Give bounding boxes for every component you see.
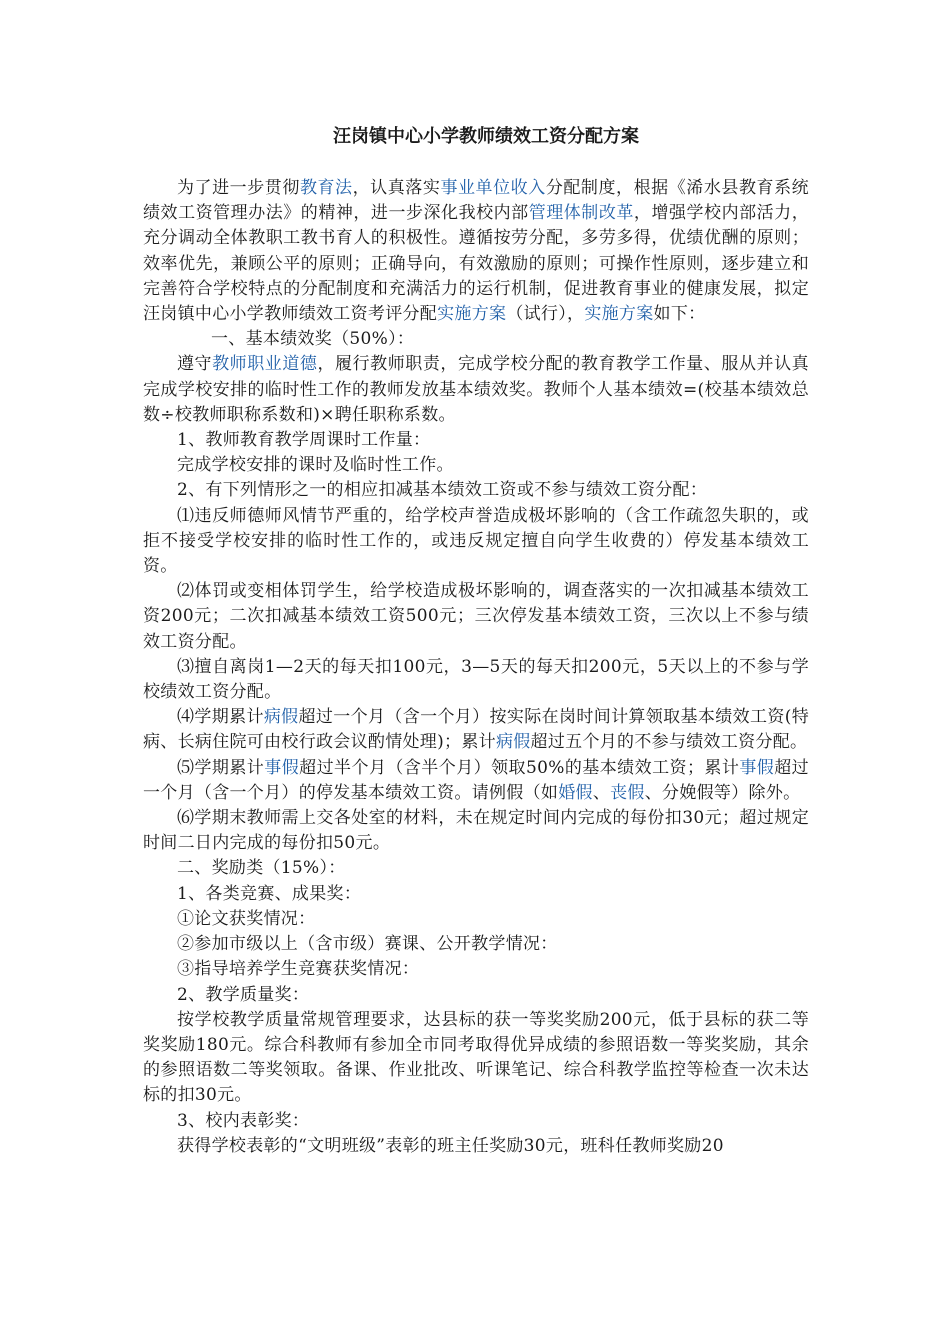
paragraph-text: 遵守 <box>177 354 213 375</box>
document-title: 汪岗镇中心小学教师绩效工资分配方案 <box>333 126 639 147</box>
paragraph-text: ，履行教师职责，完成学校分配的教育教学工作量、服从并认真完成学校安排的临时性工作的教师发放基本绩效奖。教师个人基本绩效=(校基本绩效总数÷校教师职称系数和)×聘任职称系数。 <box>143 354 809 425</box>
inline-link[interactable]: 教育法 <box>299 178 353 198</box>
paragraph-text: ⑷学期累计 <box>177 707 264 728</box>
inline-link[interactable]: 管理体制改革 <box>528 203 634 224</box>
inline-link[interactable]: 病假 <box>263 707 299 728</box>
paragraph-text: ⑹学期末教师需上交各处室的材料，未在规定时间内完成的每份扣30元；超过规定时间二日内完成的每份扣50元。 <box>143 808 809 854</box>
inline-link[interactable]: 病假 <box>495 732 531 753</box>
paragraph-text: 1、各类竞赛、成果奖： <box>177 883 362 904</box>
paragraph-text: 如下： <box>653 304 706 325</box>
paragraph <box>143 1008 809 1109</box>
paragraph-text: ，增强学校内部活力，充分调动全体教职工教书育人的积极性。遵循按劳分配，多劳多得，优绩优酬的原则；效率优先，兼顾公平的原则；正确导向，有效激励的原则；可操作性原则，逐步建立和完善符合学校特点的分配制度和充满活力的运行机制，促进教育事业的健康发展，拟定汪岗镇中心小学教师绩效工资考评分配 <box>143 203 809 325</box>
paragraph-text: 、 <box>592 782 611 803</box>
paragraph <box>143 882 809 907</box>
paragraph <box>143 932 809 957</box>
paragraph-text: ⑸学期累计 <box>177 757 265 778</box>
paragraph-text: ⑵体罚或变相体罚学生，给学校造成极坏影响的，调查落实的一次扣减基本绩效工资200元；二次扣减基本绩效工资500元；三次停发基本绩效工资，三次以上不参与绩效工资分配。 <box>143 581 809 652</box>
paragraph <box>143 327 809 352</box>
paragraph-text: 为了进一步贯彻 <box>177 178 300 198</box>
paragraph-text: ①论文获奖情况： <box>177 908 316 929</box>
paragraph <box>143 756 809 806</box>
paragraph-text: 二、奖励类（15%）： <box>177 858 346 879</box>
inline-link[interactable]: 教师职业道德 <box>212 354 318 375</box>
document-body <box>143 176 809 1159</box>
inline-link[interactable]: 事假 <box>739 757 775 778</box>
paragraph <box>143 352 809 428</box>
paragraph-text: 超过一个月（含一个月）按实际在岗时间计算领取基本绩效工资(特病、长病住院可由校行政会议酌情处理)；累计 <box>143 707 809 753</box>
inline-link[interactable]: 事假 <box>264 757 300 778</box>
paragraph <box>143 856 809 881</box>
paragraph <box>143 579 809 655</box>
paragraph-text: 、分娩假等）除外。 <box>644 782 801 803</box>
inline-link[interactable]: 丧假 <box>610 782 645 803</box>
paragraph-text: 超过半个月（含半个月）领取50%的基本绩效工资；累计 <box>299 757 740 778</box>
paragraph <box>143 504 809 580</box>
paragraph <box>143 806 809 856</box>
paragraph-text: 分配制度，根据《浠水县教育系统绩效工资管理办法》的精神，进一步深化我校内部 <box>143 178 809 224</box>
paragraph <box>143 428 809 453</box>
paragraph-text: 3、校内表彰奖： <box>177 1110 310 1131</box>
inline-link[interactable]: 婚假 <box>558 782 593 803</box>
paragraph-text: （试行）， <box>506 304 585 325</box>
paragraph <box>143 1134 809 1159</box>
paragraph-text: 1、教师教育教学周课时工作量： <box>177 430 431 451</box>
paragraph <box>143 176 809 327</box>
paragraph-text: 一、基本绩效奖（50%）： <box>211 329 415 350</box>
paragraph <box>143 957 809 982</box>
paragraph-text: 超过一个月（含一个月）的停发基本绩效工资。请例假（如 <box>143 757 809 803</box>
paragraph <box>143 453 809 478</box>
paragraph <box>143 655 809 705</box>
paragraph <box>143 705 809 755</box>
inline-link[interactable]: 事业单位收入 <box>440 178 546 198</box>
paragraph-text: ②参加市级以上（含市级）赛课、公开教学情况： <box>177 934 558 955</box>
paragraph-text: 获得学校表彰的“文明班级”表彰的班主任奖励30元，班科任教师奖励20 <box>177 1135 724 1156</box>
inline-link[interactable]: 实施方案 <box>437 304 507 325</box>
paragraph-text: 按学校教学质量常规管理要求，达县标的获一等奖奖励200元，低于县标的获二等奖奖励180元。综合科教师有参加全市同考取得优异成绩的参照语数一等奖奖励，其余的参照语数二等奖领取。备课、作业批改、听课笔记、综合科教学监控等检查一次未达标的扣30元。 <box>143 1009 809 1106</box>
document-page <box>143 120 809 1159</box>
paragraph <box>143 478 809 503</box>
paragraph-text: 2、有下列情形之一的相应扣减基本绩效工资或不参与绩效工资分配： <box>177 480 708 501</box>
inline-link[interactable]: 实施方案 <box>584 304 654 325</box>
paragraph-text: 超过五个月的不参与绩效工资分配。 <box>530 732 808 753</box>
paragraph-text: 完成学校安排的课时及临时性工作。 <box>177 455 454 476</box>
paragraph <box>143 983 809 1008</box>
paragraph <box>143 907 809 932</box>
paragraph-text: ③指导培养学生竞赛获奖情况： <box>177 959 420 980</box>
paragraph <box>143 1109 809 1134</box>
paragraph-text: ⑴违反师德师风情节严重的，给学校声誉造成极坏影响的（含工作疏忽失职的，或拒不接受学校安排的临时性工作的，或违反规定擅自向学生收费的）停发基本绩效工资。 <box>143 505 809 577</box>
paragraph-text: ，认真落实 <box>352 178 441 198</box>
paragraph-text: ⑶擅自离岗1—2天的每天扣100元，3—5天的每天扣200元，5天以上的不参与学校绩效工资分配。 <box>143 656 809 703</box>
paragraph-text: 2、教学质量奖： <box>177 984 310 1005</box>
